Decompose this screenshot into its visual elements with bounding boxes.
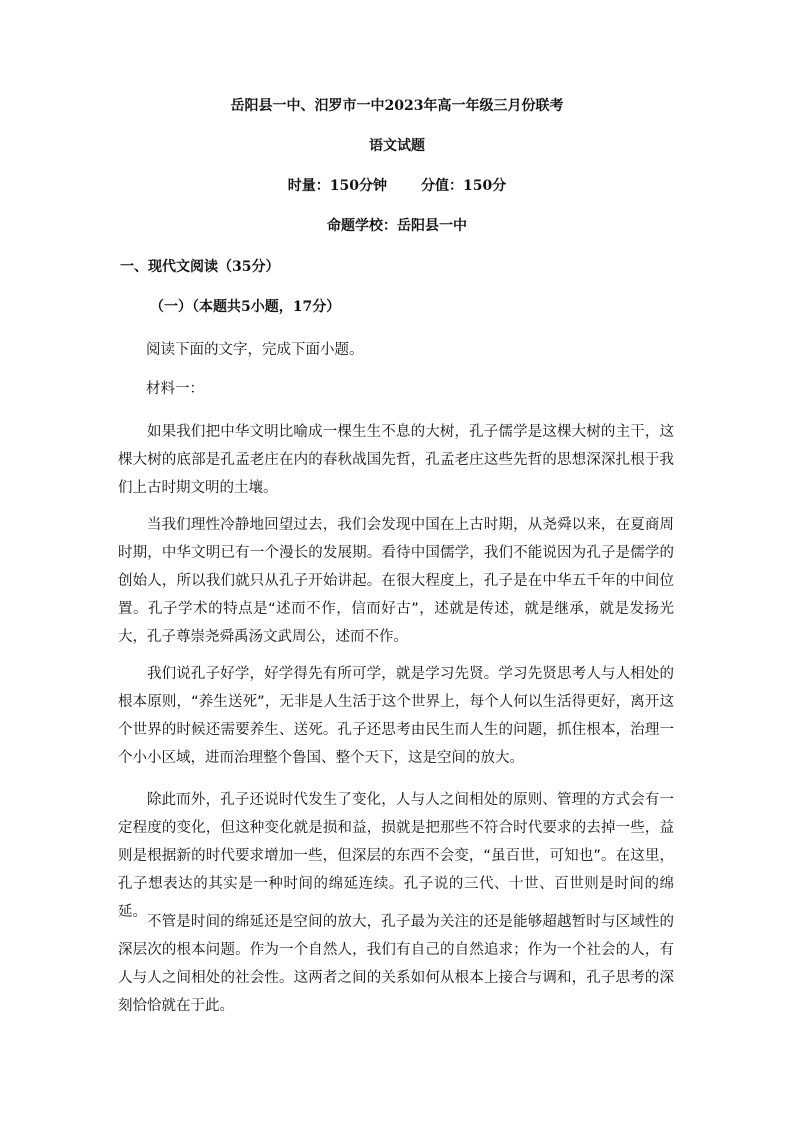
paragraph: 不管是时间的绵延还是空间的放大，孔子最为关注的还是能够超越暂时与区域性的深层次的根本问题。作为一个自然人，我们有自己的自然追求；作为一个社会的人，有人与人之间相处的社会性。这两者之间的关系如何从根本上接合与调和，孔子思考的深刻恰恰就在于此。 bbox=[118, 914, 674, 1014]
exam-meta bbox=[0, 176, 794, 196]
paragraph: 如果我们把中华文明比喻成一棵生生不息的大树，孔子儒学是这棵大树的主干，这棵大树的底部是孔孟老庄在内的春秋战国先哲，孔孟老庄这些先哲的思想深深扎根于我们上古时期文明的土壤。 bbox=[118, 424, 674, 496]
reading-instruction: 阅读下面的文字，完成下面小题。 bbox=[146, 342, 364, 358]
time-label: 时量：150分钟 bbox=[287, 178, 387, 194]
paragraph: 我们说孔子好学，好学得先有所可学，就是学习先贤。学习先贤思考人与人相处的根本原则，“养生送死”，无非是人生活于这个世界上，每个人何以生活得更好，离开这个世界的时候还需要养生、送死。孔子还思考由民生而人生的问题，抓住根本，治理一个小小区域，进而治理整个鲁国、整个天下，这是空间的放大。 bbox=[118, 666, 674, 766]
subject-title: 语文试题 bbox=[369, 138, 425, 154]
school-line: 命题学校：岳阳县一中 bbox=[327, 218, 467, 234]
section-heading: 一、现代文阅读（35分） bbox=[120, 259, 280, 275]
exam-title: 岳阳县一中、汨罗市一中2023年高一年级三月份联考 bbox=[230, 98, 564, 114]
paragraph: 当我们理性冷静地回望过去，我们会发现中国在上古时期，从尧舜以来，在夏商周时期，中华文明已有一个漫长的发展期。看待中国儒学，我们不能说因为孔子是儒学的创始人，所以我们就只从孔子开始讲起。在很大程度上，孔子是在中华五千年的中间位置。孔子学术的特点是“述而不作，信而好古”，述就是传述，就是继承，就是发扬光大，孔子尊崇尧舜禹汤文武周公，述而不作。 bbox=[118, 517, 674, 645]
score-label: 分值：150分 bbox=[421, 178, 507, 194]
paragraph: 除此而外，孔子还说时代发生了变化，人与人之间相处的原则、管理的方式会有一定程度的变化，但这种变化就是损和益，损就是把那些不符合时代要求的去掉一些，益则是根据新的时代要求增加一些，但深层的东西不会变，“虽百世，可知也”。在这里，孔子想表达的其实是一种时间的绵延连续。孔子说的三代、十世、百世则是时间的绵延。 bbox=[118, 792, 674, 920]
subsection-heading: （一）（本题共5小题，17分） bbox=[150, 299, 341, 315]
material-label: 材料一： bbox=[146, 381, 204, 397]
